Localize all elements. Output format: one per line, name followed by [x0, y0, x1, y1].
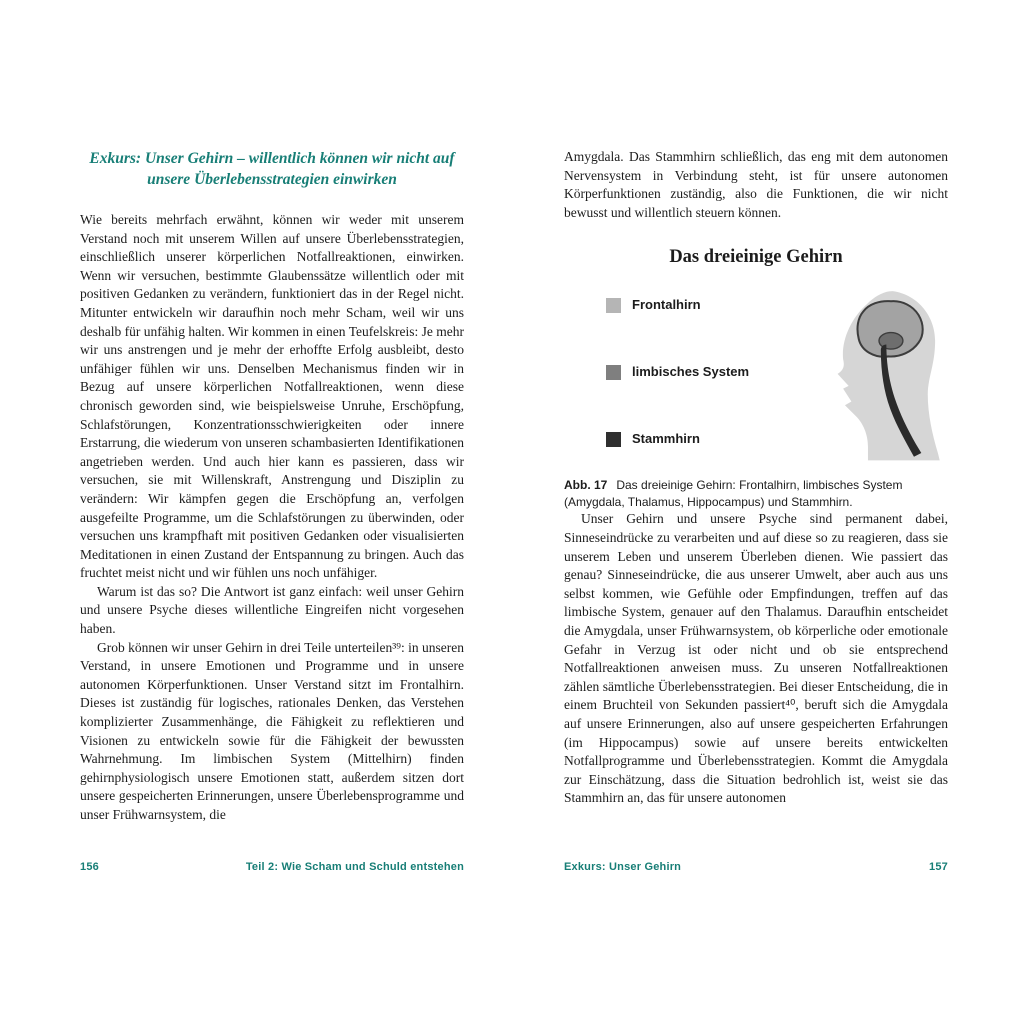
figure-legend — [564, 284, 810, 462]
figure-body — [564, 284, 948, 462]
legend-label: Stammhirn — [632, 430, 700, 446]
body-paragraph: Grob können wir unser Gehirn in drei Teile unterteilen³⁹: in unseren Verstand, in unsere Emotionen und Programme und in unsere autonomen Körperfunktionen. Unser Verstand sitzt im Frontalhirn. Dieses ist zuständig für logisches, rationales Denken, das Verstehen komplizierter Zusammenhänge, die Fähigkeit zu reflektieren und Visionen zu entwickeln sowie für die Fähigkeit der bewussten Wahrnehmung. Im limbischen System (Mittelhirn) finden gehirnphysiologisch unsere Emotionen statt, außerdem sitzen dort unsere gespeicherten Erinnerungen, unsere Überlebensprogramme und unser Frühwarnsystem, die — [80, 639, 464, 822]
page-number: 157 — [929, 861, 948, 873]
figure-brain — [564, 246, 948, 510]
right-page-footer — [564, 861, 948, 873]
legend-item-stammhirn — [606, 430, 810, 449]
legend-label: limbisches System — [632, 364, 750, 380]
figure-caption-text: Das dreieinige Gehirn: Frontalhirn, limbisches System (Amygdala, Thalamus, Hippocampus) und Stammhirn. — [564, 478, 903, 509]
body-paragraph: Warum ist das so? Die Antwort ist ganz einfach: weil unser Gehirn und unsere Psyche dieses willentliche Eingreifen nicht vorgesehen haben. — [80, 583, 464, 637]
body-paragraph: Wie bereits mehrfach erwähnt, können wir weder mit unserem Verstand noch mit unserem Willen auf unsere Überlebensstrategien, einschließlich unserer körperlichen Notfallreaktionen, einwirken. Wenn wir versuchen, bestimmte Glaubenssätze willentlich oder mit positiven Gedanken zu verändern, funktioniert das in der Regel nicht. Mitunter entwickeln wir daraufhin noch mehr Scham, weil wir uns deshalb für unfähig halten. Wir kommen in einen Teufelskreis: Je mehr wir uns anstrengen und je mehr der erhoffte Erfolg ausbleibt, desto unfähiger fühlen wir uns. Denselben Mechanismus finden wir in Bezug auf unsere körperlichen Notfallreaktionen, wenn diese chronisch geworden sind, wie beispielsweise Unruhe, Erschöpfung, Schlafstörungen, Konzentrationsschwierigkeiten oder innere Erstarrung, die wiederum von unseren schambasierten Identifikationen angetrieben werden. Und auch hier kann es passieren, dass wir versuchen, sie mit Willenskraft, Anstrengung und Disziplin zu verändern: Wir kämpfen gegen die Erschöpfung an, verfolgen ausgefeilte Programme, um die Schlafstörungen zu überwinden, oder versuchen uns krampfhaft mit positiven Gedanken oder visualisierten Meditationen in einen Zustand der Entspannung zu bringen. Auch das fruchtet meist nicht und wir fühlen uns noch unfähiger. — [80, 212, 464, 581]
figure-caption-label: Abb. 17 — [564, 478, 608, 493]
running-title: Teil 2: Wie Scham und Schuld entstehen — [245, 861, 464, 873]
legend-item-frontalhirn — [606, 296, 810, 315]
right-page-column — [564, 148, 948, 808]
left-page-footer — [80, 861, 464, 873]
figure-caption — [564, 477, 948, 510]
section-heading: Exkurs: Unser Gehirn – willentlich können wir nicht auf unsere Überlebensstrategien einwirken — [89, 150, 455, 188]
stammhirn-swatch — [606, 432, 621, 447]
frontalhirn-swatch — [606, 298, 621, 313]
head-profile-diagram — [810, 284, 948, 462]
figure-title: Das dreieinige Gehirn — [669, 247, 843, 268]
running-title: Exkurs: Unser Gehirn — [564, 861, 682, 873]
body-paragraph: Unser Gehirn und unsere Psyche sind permanent dabei, Sinneseindrücke zu verarbeiten und auf diese so zu reagieren, dass sie unserem Leben und unserem Überleben dienen. Wie passiert das genau? Sinneseindrücke, die aus unserer Umwelt, aber auch aus uns selbst kommen, wie Gefühle oder Empfindungen, treffen auf das limbische System, genauer auf den Thalamus. Daraufhin entscheidet die Amygdala, unser Frühwarnsystem, ob körperliche oder emotionale Gefahr in Verzug ist oder nicht und ob sie entsprechend Notfallreaktionen anweisen muss. Zu unseren Notfallreaktionen zählen sämtliche Überlebensstrategien. Bei dieser Entscheidung, die in einem Bruchteil von Sekunden passiert⁴⁰, beruft sich die Amygdala auf unsere Erinnerungen, also auf unsere gespeicherten Erfahrungen (im Hippocampus) sowie auf unsere bereits entwickelten Notfallprogramme und Überlebensstrategien. Kommt die Amygdala zur Einschätzung, dass die Situation bedrohlich ist, weist sie das Stammhirn an, das für unsere autonomen — [564, 511, 948, 806]
body-paragraph: Amygdala. Das Stammhirn schließlich, das eng mit dem autonomen Nervensystem in Verbindung steht, ist für unsere autonomen Körperfunktionen zuständig, also die Funktionen, die wir nicht bewusst und willentlich steuern können. — [564, 149, 948, 220]
legend-label: Frontalhirn — [632, 297, 701, 313]
page-number: 156 — [80, 861, 99, 873]
limbisches-system-swatch — [606, 365, 621, 380]
legend-item-limbisches-system — [606, 363, 810, 382]
brain-diagram-svg — [810, 284, 948, 462]
left-page-column — [80, 148, 464, 825]
